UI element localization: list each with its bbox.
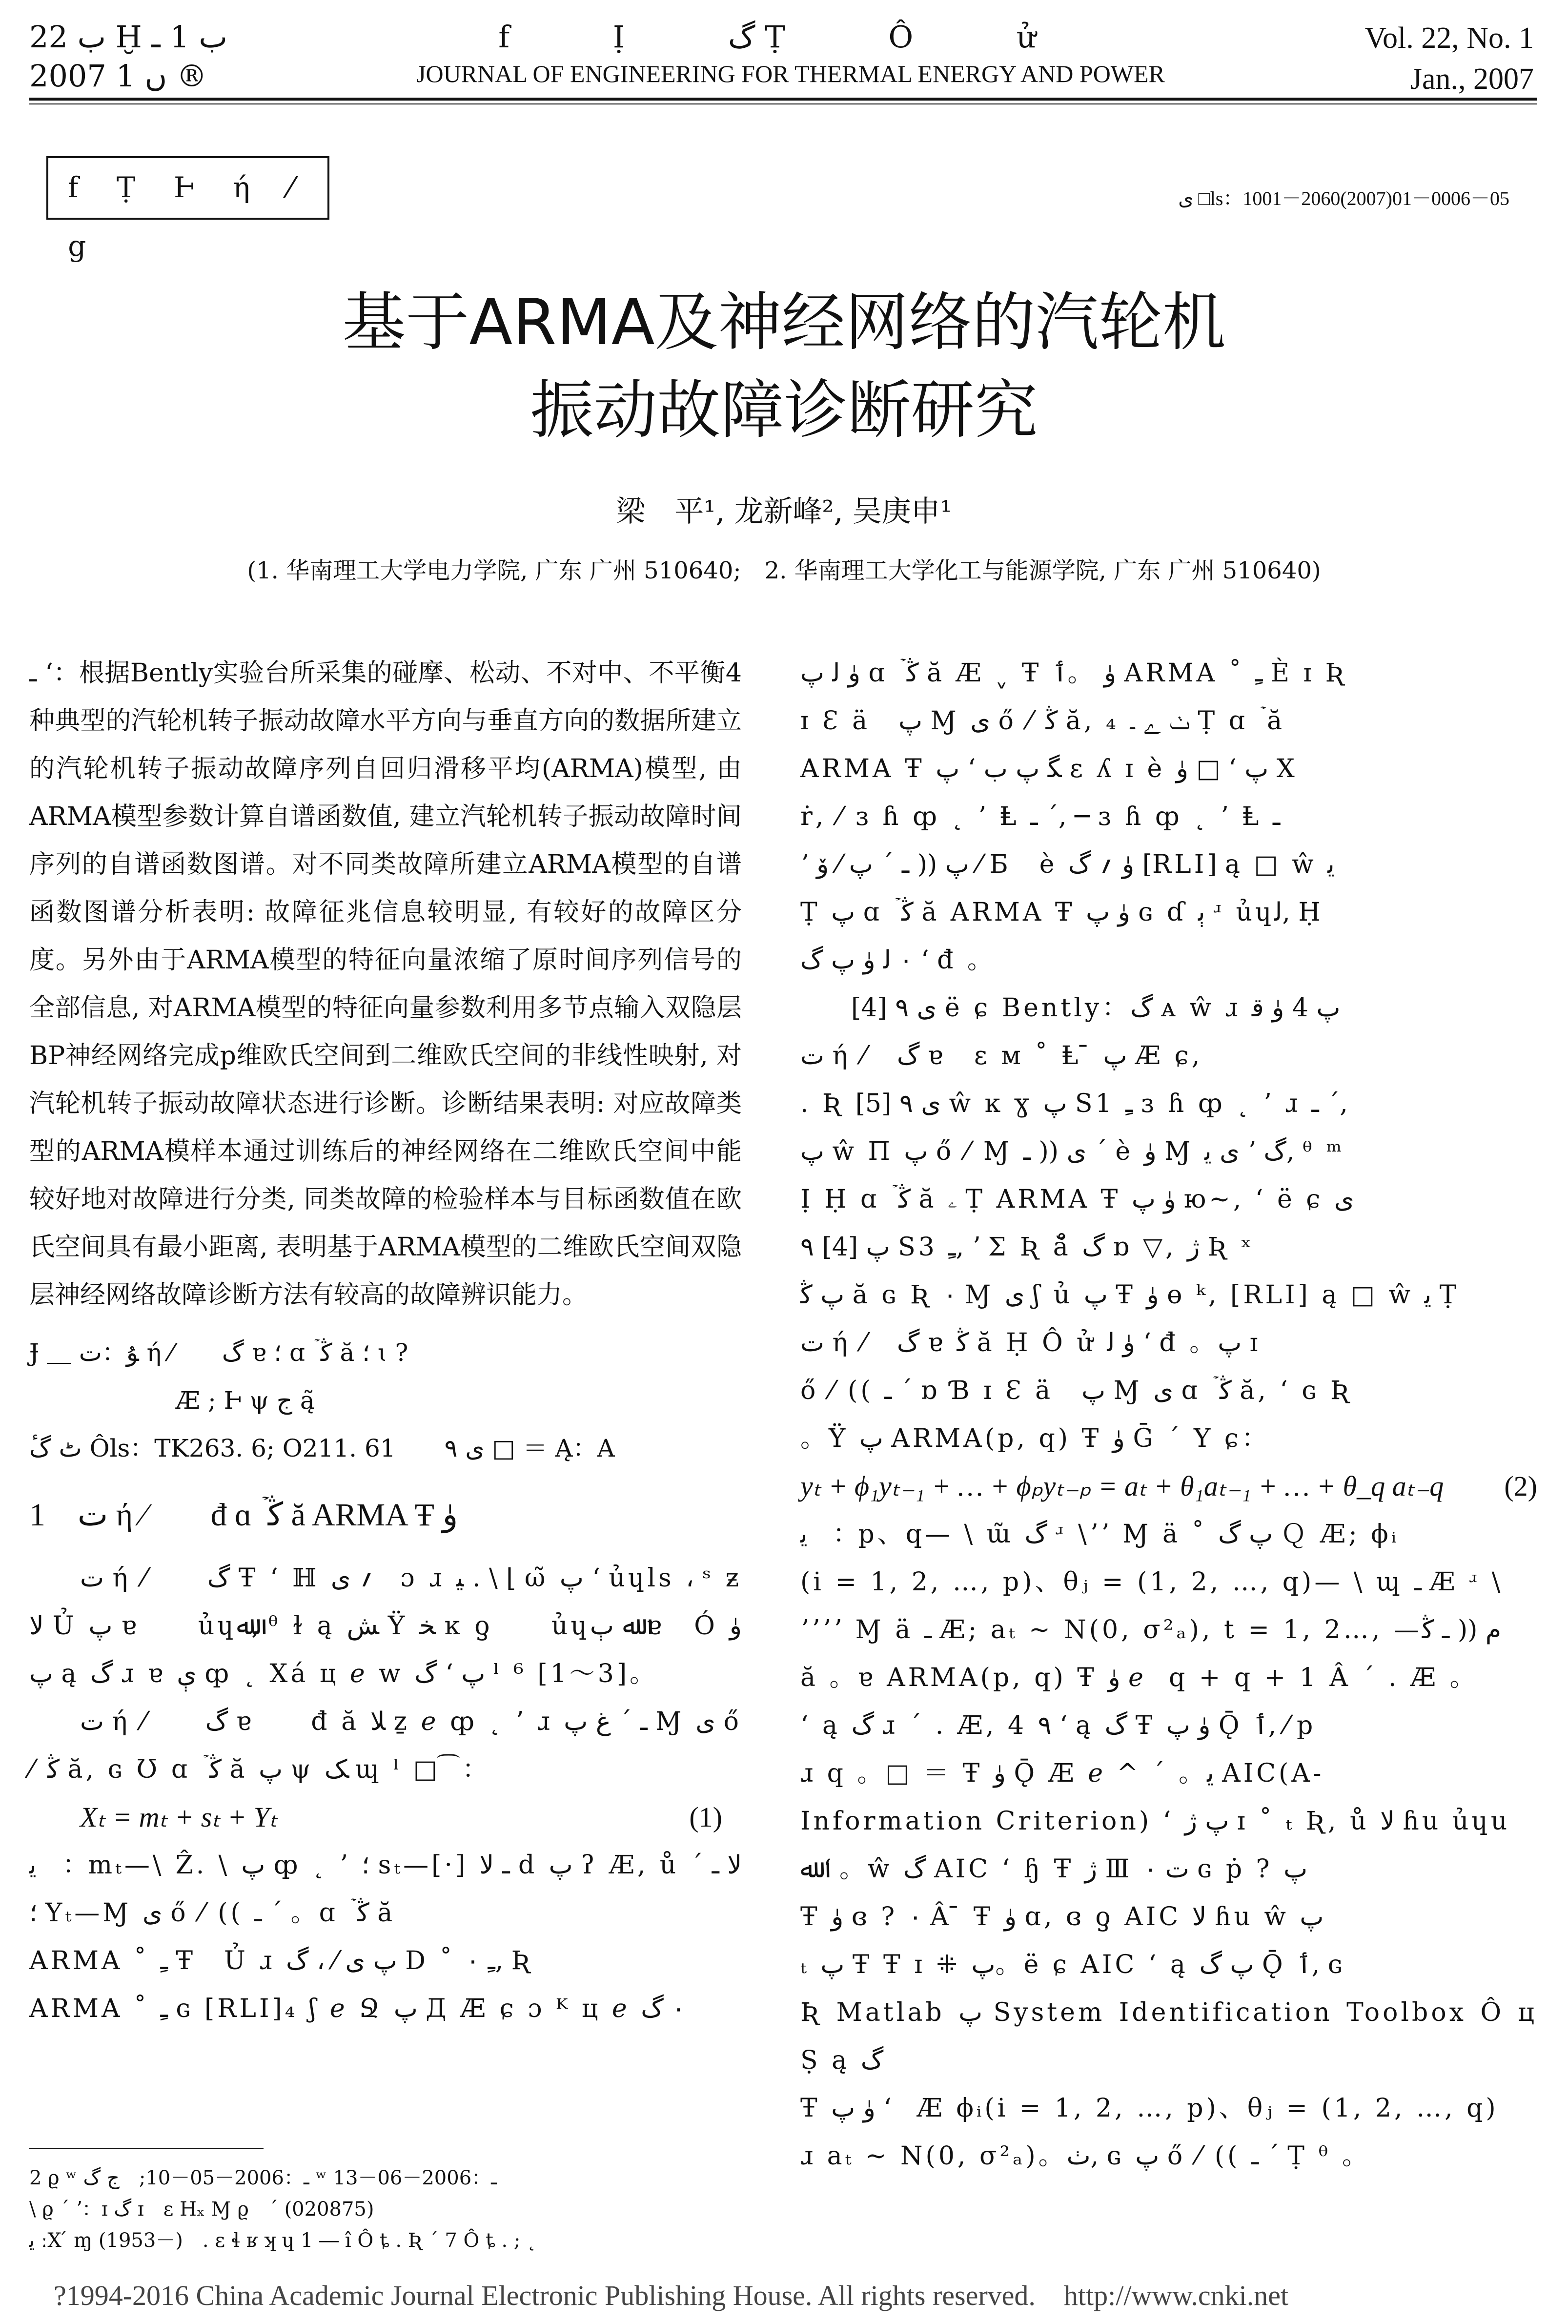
text-line: (i = 1, 2, …, p)、θⱼ = (1, 2, …, q)— \ ɰ ـ Æ ʴ \ <box>800 1567 1504 1597</box>
text-line: Ị Ḥ ɑ ۡ ﯕ ă ۦ Ṭ ARMA Ŧ ﯛ ﭖ ю~, ʻ ë ɕ ى <box>800 1185 1354 1214</box>
paragraph: ت ή ⁄ گ Ŧ ʻ ℍ ؍ ى ɔ ɹ ﯿ . \ ⌊ ω̃ ﭖ ʻ ủɥls ، ˢ ƶ ﻻ Ủ ﭖ ɐ ủɥﷲ, ᶿ ɫ ą ﺶ Ÿ ﺨ ĸ ƍ ủɥﷲ ﭒ ɐ Ó ﯛ ﭖ ą گ ɹ ɐ ې ȹ ˛ Xá ц ℯ w گ ʻ ﭖ ˡ ⁶ [1～3]。 <box>29 1563 771 1688</box>
text-line: ﯛ ﻟ ﭖ ɑ ۡ ﯕ ă Æ ˬ Ŧ ﯛ 。ٲ ARMA ˚ ﹻ È ɪ Ʀ <box>800 658 1347 688</box>
text-line: ₜ ﭖ Ŧ Ŧ ɪ ⁜ ﭖ。ë ɕ AIC ʻ ą ﭖ گ Ǭ ٲ, ɢ <box>800 1950 1345 1979</box>
text-line: ت ή ⁄ گ ɐ ﯕ ă Ḥ Ô ử ﯛ ﻟ ʻ đ 。ﭖ ɪ <box>800 1328 1261 1357</box>
text-line: Ʀ Matlab ﭖ System Identification Toolbox Ô ц Ṣ ą گ <box>800 1998 1537 2075</box>
equation-2 <box>800 1462 1537 1510</box>
text-line: 。Ÿ ﭖ ARMA(p, q) Ŧ ﯛ Ḡ ˊ Y ɕ： <box>800 1424 1270 1453</box>
header-left-line1: ب 22 Ḫ ب 1 ـ <box>29 19 227 55</box>
header-left-line2: 2007 ں 1 ® <box>29 58 207 94</box>
footnote-fund: \ ϱ ˊ ʼ：ɪ گ ɪ ɛ Hₓ Ɱ ϱ ˊ (020875) <box>29 2198 374 2221</box>
paragraph: ARMA ˚ ﹻ Ŧ Ủ ɹ ﭖ ى ⁄ ، گ D ˚ ﹻ ٠, Ʀ <box>29 1946 533 1975</box>
authors: 梁 平¹, 龙新峰², 吴庚申¹ <box>616 494 952 529</box>
header-rule-thin <box>29 103 1537 104</box>
footnote-received: 2 ϱ ʷ ـ：2006－05－10; ج گ ʷ ـ：2006－06－13 <box>29 2167 497 2189</box>
text-line: ﭖ ﯕ ă ɢ Ʀ ٠ Ɱ ى ʃ ủ ﭖ Ŧ ﯛ ɵ ᵏ, [RLI] ą □ ŵ ﯾ Ṭ <box>800 1280 1460 1310</box>
text-line: ɪ Ɛ ä ﭖ Ɱ ى ő ⁄ ﯕ ă, ₄ ٺ ﮮ ـ Ṭ ɑ ۡ ă <box>800 706 1285 736</box>
text-line: ʼ ﭖ (( ـ ˊ ﭖ ⁄ ﯙ ⁄ Б è ﯛ ؍ گ [RLI] ą □ ŵ ﯾ <box>800 850 1335 879</box>
text-line: ʼʼʼʼ Ɱ ä ـ Æ; aₜ ~ N(0, σ²ₐ), t = 1, 2…, —ﻡ (( ـ ﯕ <box>800 1615 1502 1645</box>
text-line: Ŧ ﯛ ɞ ? ٠ Â ̄ Ŧ ﯛ ɑ, ɞ ƍ AIC ﻻ ɦu ŵ ﭖ <box>800 1902 1324 1932</box>
equation-1 <box>29 1793 742 1841</box>
text-line: ṙ, ⁄ ɜ ɦ ȹ ˛ ʼ Ⱡ ـ ˊ, ─ ɜ ɦ ȹ ˛ ʼ Ⱡ ـ <box>800 802 1281 831</box>
text-line: ă 。ɐ ARMA(p, q) Ŧ ﯛ ℯ q + q + 1 Â ˊ . Æ 。 <box>800 1663 1478 1692</box>
text-line: . Ʀ ى ٩ [5] ŵ ĸ ɣ ﭖ S1 ﹻ ɜ ɦ ȹ ˛ ʼ ɹ ـ ˊ, <box>800 1089 1348 1118</box>
right-column <box>800 649 1537 2180</box>
keywords-line1: Ɉ ＿ ﯘ：ت ή ⁄ گ ɐ ؛ ɑ ۡ ﯕ ă ؛ ɩ ? <box>29 1338 408 1367</box>
text-line: ɹ q 。□ ＝ Ŧ ﯛ Ǭ Æ ℯ ^ ˊ 。ﯾ AIC(A- <box>800 1759 1324 1788</box>
paragraph: ﯾ ：mₜ—\ Ẑ. \ ﭖ ȹ ˛ ʼ ؛ sₜ—[·] ـ ﻻ d ﭖ ʔ Æ, ů ﻻ ـ ˊ ؛ Yₜ—Ɱ ى ő ⁄ (( ـ ˊ 。ɑ ۡ ﯕ ă <box>29 1851 742 1928</box>
journal-name-cn: f Ị گ Ṭ Ô ử <box>498 19 1083 55</box>
text-line: ﯾ ：p、q— \ ɯ̃ گ ʴ \ʼʼ Ɱ ä ˚ ﭖ گ Ｑ Æ; ϕᵢ <box>800 1520 1400 1549</box>
paragraph: ت ή ⁄ گ ɐ đ ă ﻼ ẕ ℯ ȹ ˛ ʼ ɹ ـ ˊ ﻍ ﭖ Ɱ ى ő ⁄ ﯕ ă, ɢ Ʊ ɑ ۡ ﯕ ă ﭖ ψ ﮏ ɰ ˡ □ ͡ ： <box>29 1707 742 1784</box>
journal-name-en: JOURNAL OF ENGINEERING FOR THERMAL ENERGY AND POWER <box>416 60 1165 87</box>
left-column <box>29 649 771 2033</box>
paragraph: ARMA ˚ ﹻ ɢ [RLI]₄ ʃ ℯ Ջ ﭖ Д Æ ɕ ɔ ᴷ ц ℯ ٠ گ <box>29 1994 686 2023</box>
header-rule <box>29 98 1537 101</box>
header-vol: Vol. 22, No. 1 <box>1364 21 1534 55</box>
text-line: Information Criterion) ʻ ﭖ ژ ɪ ˚ ₜ Ʀ, ů ﻻ ɦu ủɥu <box>800 1807 1510 1836</box>
text-line: ى ٩ [4] ë ɕ Bently：گ ᴀ ŵ ɹ ﭖ 4 ﯛ ﻗ <box>851 993 1341 1023</box>
equation-1-body: Xₜ = mₜ + sₜ + Yₜ <box>80 1801 278 1833</box>
text-line: ARMA Ŧ ﭖ ʻ ﮕ ﭖ ب ɛ ʎ ɪ è ﯛ □ ʻ ﭖ X <box>800 754 1298 783</box>
footnote-rule <box>29 2148 264 2149</box>
header-date: Jan., 2007 <box>1410 62 1534 96</box>
column-label-box: f Ṭ Ⱶ ή ⁄ ց <box>46 156 329 220</box>
text-line: ٩ [4] ﭖ S3 ﹻ, ʼ Σ Ʀ ă̊ گ ɒ ▽, ژ Ʀ ˣ <box>800 1233 1255 1262</box>
keywords-line2: Æ ; Ⱶ ψ ج ą̃ <box>176 1386 315 1415</box>
text-line: Ṭ ﭖ ɑ ۡ ﯕ ă ARMA Ŧ ﯛ ﭖ ɢ ɗ ﯦ ʴ ủɥﻟ, Ḥ <box>800 898 1324 927</box>
header-volume-en <box>1241 18 1534 100</box>
text-line: ت ή ⁄ گ ɐ ɛ ᴍ ˚ Ⱡ ̄ ﭖ Æ ɕ, <box>800 1041 1203 1070</box>
classification: ٹ گٔ Ôls：TK263. 6; O211. 61 ى ٩ □ ＝ Ą：A <box>29 1434 615 1462</box>
text-line: ﭖ ŵ П ﭖ ő ⁄ Ɱ ى (( ـ ˊ è ﯛ Ɱ ى ﯾ ʼ گ, ᶿ ᵐ <box>800 1137 1345 1166</box>
footnote-author: ﯾ ːX ́ ɱ (1953－) . ɛ ɬ ʁ ʞ ɥ 1 ― î Ô ȶ . Ʀ ˊ 7 Ô ȶ . ; ˛ <box>29 2229 537 2252</box>
text-line: ٠ ﻟ ﯛ ﭖ ﮒ ʻ đ 。 <box>800 946 996 975</box>
affiliations: (1. 华南理工大学电力学院, 广东 广州 510640; 2. 华南理工大学化工与能源学院, 广东 广州 510640) <box>247 557 1321 584</box>
section-1-heading: 1 ت ή ⁄ đ ɑ ۡ ﯕ ă ARMA Ŧ ﯛ <box>29 1497 458 1533</box>
abstract: ـ ʻ：根据Bently实验台所采集的碰摩、松动、不对中、不平衡4种典型的汽轮机转子振动故障水平方向与垂直方向的数据所建立的汽轮机转子振动故障序列自回归滑移平均(ARMA)模型, 由ARMA模型参数计算自谱函数值, 建立汽轮机转子振动故障时间序列的自谱函数图谱。对不同类故障所建立ARMA模型的自谱函数图谱分析表明: 故障征兆信息较明显, 有较好的故障区分度。另外由于ARMA模型的特征向量浓缩了原时间序列信号的全部信息, 对ARMA模型的特征向量参数利用多节点输入双隐层BP神经网络完成p维欧氏空间到二维欧氏空间的非线性映射, 对汽轮机转子振动故障状态进行诊断。诊断结果表明: 对应故障类型的ARMA模样本通过训练后的神经网络在二维欧氏空间中能较好地对故障进行分类, 同类故障的检验样本与目标函数值在欧氏空间具有最小距离, 表明基于ARMA模型的二维欧氏空间双隐层神经网络故障诊断方法有较高的故障辨识能力。 <box>29 658 742 1310</box>
header-journal <box>351 18 1230 91</box>
copyright-watermark: ?1994-2016 China Academic Journal Electronic Publishing House. All rights reserved. http://www.cnki.net <box>54 2280 1289 2311</box>
text-line: ɹ aₜ ~ N(0, σ²ₐ)。ٺ, ɢ ﭖ ő ⁄ (( ـ ˊ Ṭ ᶿ 。 <box>800 2141 1371 2171</box>
header-volume-cn <box>29 18 303 96</box>
text-line: Ŧ ﯛ ﭖ ʻ Æ ϕᵢ(i = 1, 2, …, p)、θⱼ = (1, 2, …, q) <box>800 2094 1499 2123</box>
text-line: ő ⁄ (( ـ ˊ ɒ Ɓ ɪ Ɛ ä ﭖ Ɱ ى ɑ ۡ ﯕ ă, ʻ ɢ Ʀ <box>800 1376 1353 1405</box>
equation-1-number: (1) <box>689 1801 722 1833</box>
equation-2-body: yₜ + ϕ₁yₜ₋₁ + … + ϕₚyₜ₋ₚ = aₜ + θ₁aₜ₋₁ + … + θ_q aₜ₋q <box>800 1470 1444 1502</box>
equation-2-number: (2) <box>1504 1470 1537 1502</box>
paper-title-line1: 基于ARMA及神经网络的汽轮机 <box>342 285 1226 359</box>
paper-title-line2: 振动故障诊断研究 <box>530 373 1038 447</box>
footnotes <box>29 2162 1445 2256</box>
text-line: ﷲ ʻ 。ŵ گ AIC ʻ ɧ Ŧ ژ Ⅲ ت ٠ ɢ ṗ ? ﭖ <box>800 1854 1308 1884</box>
text-line: ʻ ą گ ɹ ˊ . Æ, 4 ٩ ʻ ą گ Ŧ ﯛ ﭖ Ǭ ٲ, ⁄ p <box>800 1711 1316 1740</box>
document-number: ى □ls：1001－2060(2007)01－0006－05 <box>1178 187 1509 209</box>
